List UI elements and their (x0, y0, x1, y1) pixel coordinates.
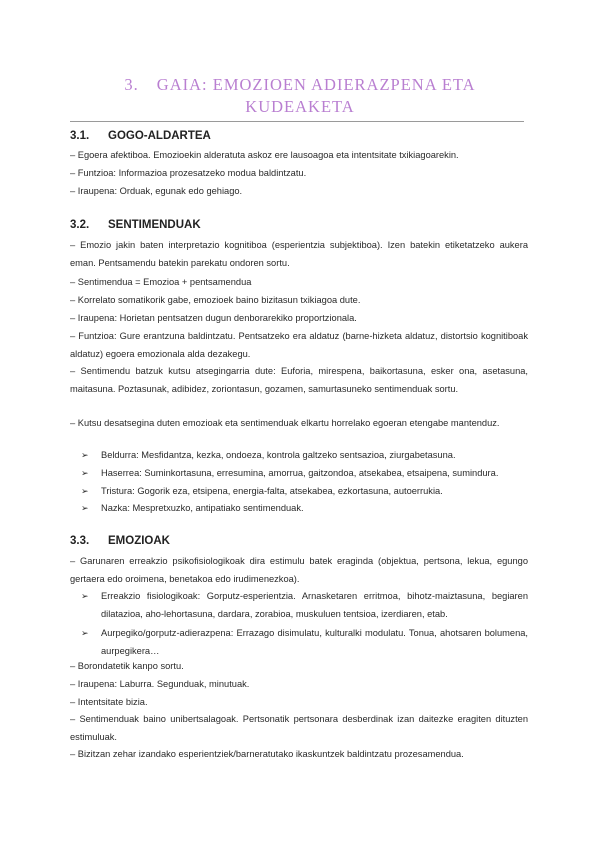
bullet-item: ➢ Nazka: Mespretxuzko, antipatiako sentimenduak. (81, 499, 528, 517)
paragraph: – Kutsu desatsegina duten emozioak eta sentimenduak elkartu horrelako egoeran etengabe mantenduz. (70, 418, 500, 428)
paragraph: – Egoera afektiboa. Emozioekin alderatuta askoz ere lausoagoa eta intentsitate txikiagoarekin. (70, 150, 459, 160)
paragraph: – Funtzioa: Informazioa prozesatzeko modua baldintzatu. (70, 168, 307, 178)
title-number: 3. (124, 75, 139, 94)
paragraph: – Emozio jakin baten interpretazio kognitiboa (esperientzia subjektiboa). Izen batekin etiketatzeko aukera eman. Pentsamendu batekin parekatu ondoren sortu. (70, 240, 528, 269)
section-heading-3-2: 3.2. SENTIMENDUAK (70, 219, 201, 231)
paragraph: – Bizitzan zehar izandako esperientziek/barneratutako ikaskuntzek baldintzatu prozesamendua. (70, 749, 464, 759)
paragraph: – Garunaren erreakzio psikofisiologikoak dira estimulu batek eraginda (objektua, pertsona, lekua, egungo gertaera edo oroimena, benetakoa edo irudimenezkoa). (70, 556, 528, 585)
paragraph: – Borondatetik kanpo sortu. (70, 661, 184, 671)
arrow-bullet-icon: ➢ (81, 486, 89, 496)
paragraph: – Iraupena: Orduak, egunak edo gehiago. (70, 186, 243, 196)
arrow-bullet-icon: ➢ (81, 468, 89, 478)
arrow-bullet-icon: ➢ (81, 503, 89, 513)
bullet-item: ➢ Beldurra: Mesfidantza, kezka, ondoeza, kontrola galtzeko sentsazioa, ziurgabetasuna. (81, 446, 528, 464)
title-line-2: KUDEAKETA (245, 97, 355, 116)
page-title (70, 74, 530, 118)
section-heading-3-1: 3.1. GOGO-ALDARTEA (70, 130, 211, 142)
paragraph: – Iraupena: Horietan pentsatzen dugun denborarekiko proportzionala. (70, 313, 357, 323)
title-divider (70, 121, 524, 122)
arrow-bullet-icon: ➢ (81, 450, 89, 460)
paragraph: – Funtzioa: Gure erantzuna baldintzatu. Pentsatzeko era aldatuz (barne-hizketa aldatuz, distortsio kognitiboak aldatuz) egoera emozionala alda dezakegu. (70, 331, 528, 360)
arrow-bullet-icon: ➢ (81, 591, 89, 601)
paragraph: – Iraupena: Laburra. Segunduak, minutuak. (70, 679, 250, 689)
arrow-bullet-icon: ➢ (81, 628, 89, 638)
paragraph: – Sentimenduak baino unibertsalagoak. Pertsonatik pertsonara desberdinak izan daitezke eragiten dituzten estimuluak. (70, 714, 528, 743)
paragraph: – Intentsitate bizia. (70, 697, 148, 707)
bullet-item: ➢ Erreakzio fisiologikoak: Gorputz-esperientzia. Arnasketaren erritmoa, bihotz-maiztasuna, begiaren dilatazioa, aho-lehortasuna, dardara, zorabioa, muskuluen tentsioa, izerdiaren, etab. (81, 587, 528, 624)
paragraph: – Sentimendu batzuk kutsu atsegingarria dute: Euforia, mirespena, baikortasuna, esker ona, asetasuna, maitasuna. Poztasunak, adibidez, zoriontasun, gozamen, samurtasuneko sentimenduak sortu. (70, 366, 528, 395)
bullet-item: ➢ Tristura: Gogorik eza, etsipena, energia-falta, atsekabea, ezkortasuna, autoerrukia. (81, 482, 528, 500)
title-line-1: GAIA: EMOZIOEN ADIERAZPENA ETA (156, 75, 476, 94)
paragraph: – Sentimendua = Emozioa + pentsamendua (70, 277, 252, 287)
paragraph: – Korrelato somatikorik gabe, emozioek baino bizitasun txikiagoa dute. (70, 295, 361, 305)
section-heading-3-3: 3.3. EMOZIOAK (70, 535, 170, 547)
bullet-item: ➢ Aurpegiko/gorputz-adierazpena: Errazago disimulatu, kulturalki modulatu. Tonua, ahotsaren bolumena, aurpegikera… (81, 624, 528, 661)
bullet-item: ➢ Haserrea: Suminkortasuna, erresumina, amorrua, gaitzondoa, atsekabea, etsaipena, sumindura. (81, 464, 528, 482)
